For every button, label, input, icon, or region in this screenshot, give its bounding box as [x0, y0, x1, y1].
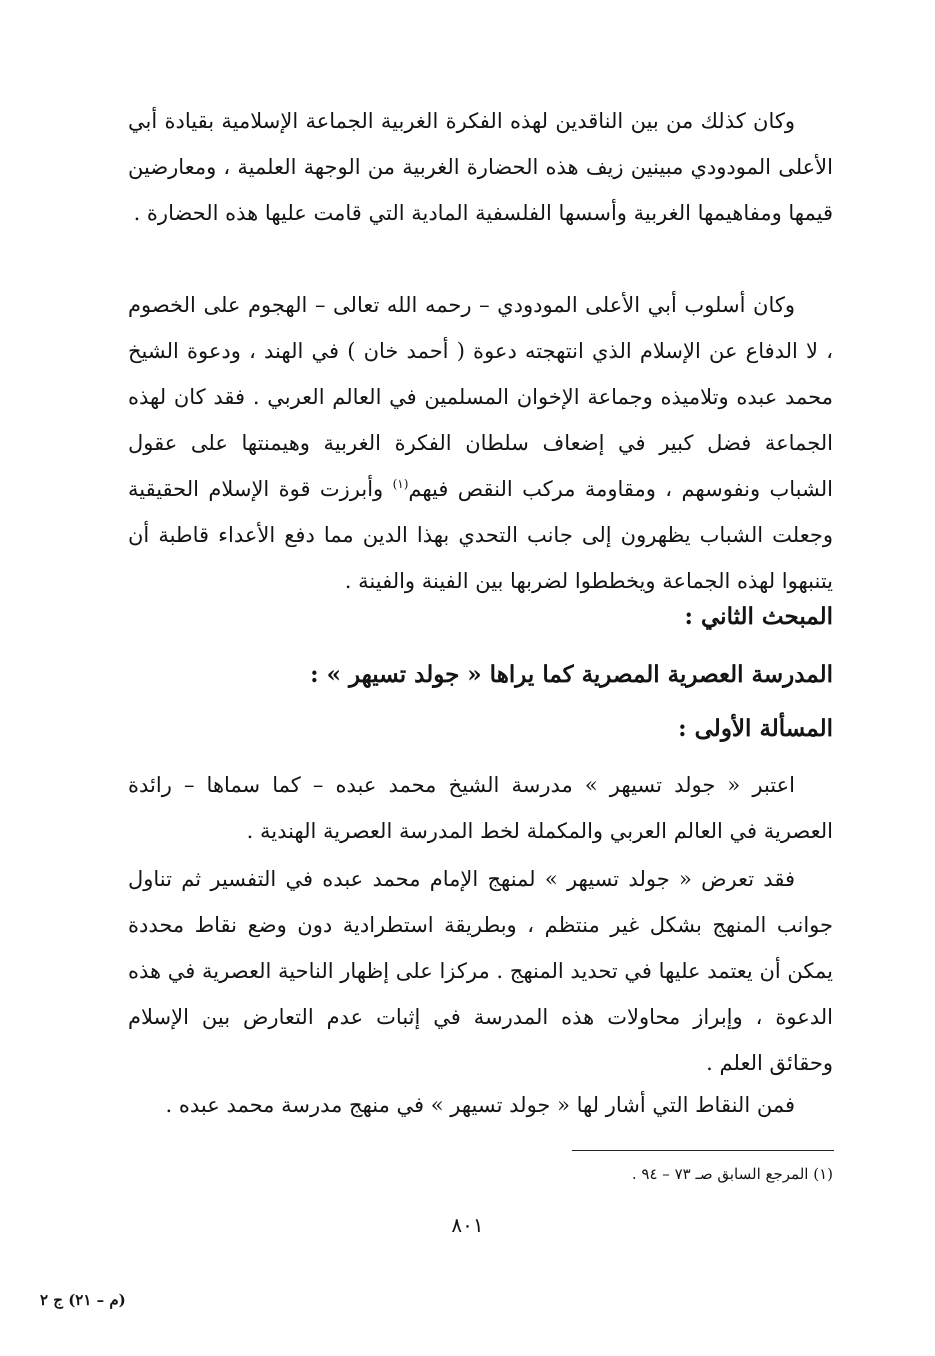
- section-heading-text: المبحث الثاني :: [684, 603, 833, 630]
- section-heading: [128, 594, 833, 640]
- section-title-text: المدرسة العصرية المصرية كما يراها « جولد تسيهر » :: [310, 661, 833, 688]
- page-number: ٨٠١: [451, 1213, 484, 1237]
- paragraph-text: وكان كذلك من بين الناقدين لهذه الفكرة الغربية الجماعة الإسلامية بقيادة أبي الأعلى المودودي مبينين زيف هذه الحضارة الغربية من الوجهة العلمية ، ومعارضين قيمها ومفاهيمها الغربية وأسسها الفلسفية المادية التي قامت عليها هذه الحضارة .: [128, 109, 833, 225]
- footnote-divider: [572, 1150, 834, 1151]
- paragraph-text-part: وكان أسلوب أبي الأعلى المودودي – رحمه الله تعالى – الهجوم على الخصوم ، لا الدفاع عن الإسلام الذي انتهجته دعوة ( أحمد خان ) في الهند ، ودعوة الشيخ محمد عبده وتلاميذه وجماعة الإخوان المسلمين في العالم العربي . فقد كان لهذه الجماعة فضل كبير في إضعاف سلطان الفكرة الغربية وهيمنتها على عقول الشباب ونفوسهم ، ومقاومة مركب النقص فيهم: [128, 293, 833, 501]
- body-paragraph: [128, 282, 833, 604]
- body-paragraph: [128, 856, 833, 1086]
- paragraph-text: فقد تعرض « جولد تسيهر » لمنهج الإمام محمد عبده في التفسير ثم تناول جوانب المنهج بشكل غير منتظم ، وبطريقة استطرادية دون وضع نقاط محددة يمكن أن يعتمد عليها في تحديد المنهج . مركزا على إظهار الناحية العصرية في هذه الدعوة ، وإبراز محاولات هذه المدرسة في إثبات عدم التعارض بين الإسلام وحقائق العلم .: [128, 867, 833, 1075]
- footnote-marker: (١): [392, 477, 409, 491]
- section-title: [128, 652, 833, 698]
- paragraph-text-with-footnote: [128, 282, 833, 604]
- paragraph-text-part: وأبرزت قوة الإسلام الحقيقية وجعلت الشباب يظهرون إلى جانب التحدي بهذا الدين مما دفع الأعداء قاطبة أن يتنبهوا لهذه الجماعة ويخططوا لضربها بين الفينة والفينة .: [128, 477, 833, 593]
- body-paragraph: [128, 762, 833, 854]
- body-paragraph: [128, 98, 833, 236]
- paragraph-text: فمن النقاط التي أشار لها « جولد تسيهر » في منهج مدرسة محمد عبده .: [165, 1093, 795, 1117]
- subsection-heading: [128, 706, 833, 752]
- paragraph-text: اعتبر « جولد تسيهر » مدرسة الشيخ محمد عبده – كما سماها – رائدة العصرية في العالم العربي والمكملة لخط المدرسة العصرية الهندية .: [128, 773, 833, 843]
- subsection-heading-text: المسألة الأولى :: [678, 715, 833, 742]
- printer-signature-mark: (م – ٢١) ج ٢: [40, 1291, 126, 1309]
- body-paragraph: [128, 1082, 833, 1128]
- footnote: (١) المرجع السابق صـ ٧٣ – ٩٤ .: [631, 1165, 833, 1183]
